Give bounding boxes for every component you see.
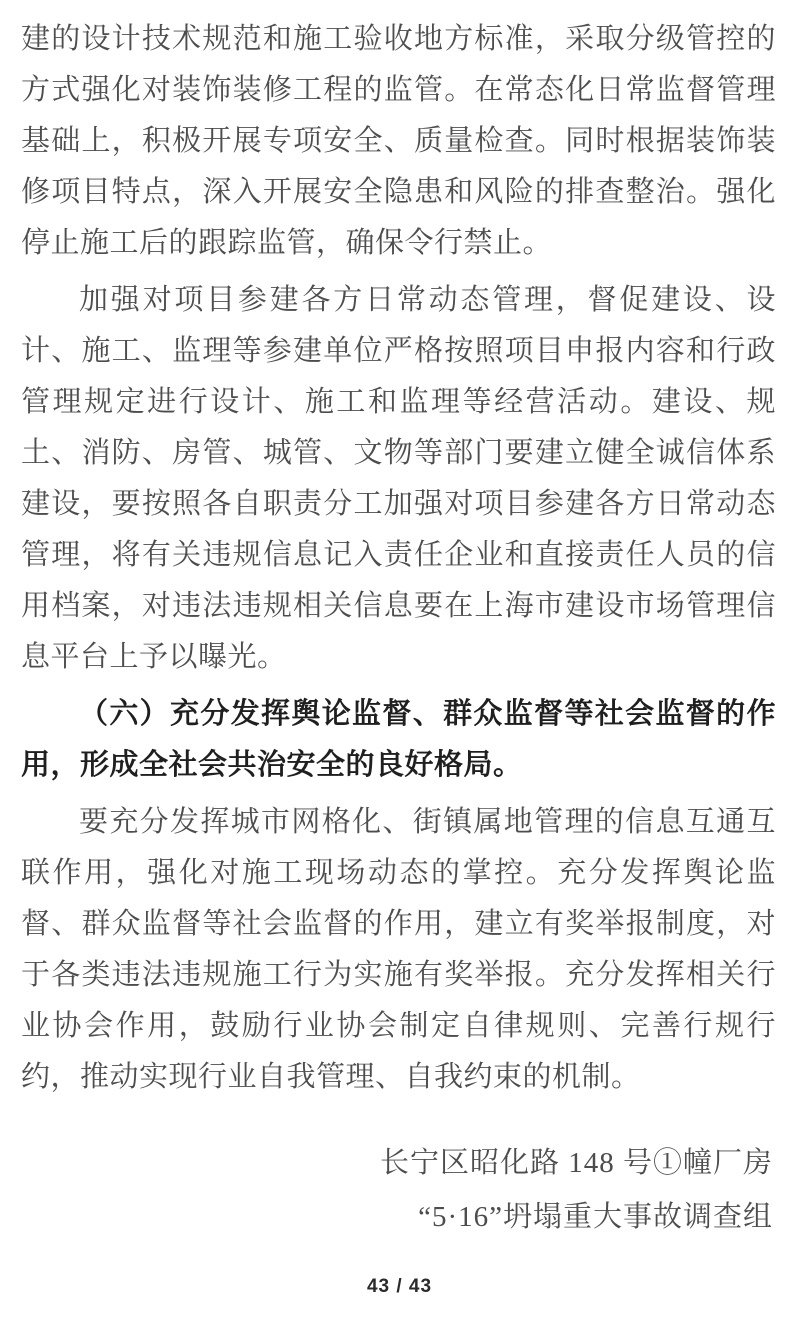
paragraph-dynamic-management: 加强对项目参建各方日常动态管理，督促建设、设计、施工、监理等参建单位严格按照项目申报内容和行政管理规定进行设计、施工和监理等经营活动。建设、规土、消防、房管、城管、文物等部门要建立健全诚信体系建设，要按照各自职责分工加强对项目参建各方日常动态管理，将有关违规信息记入责任企业和直接责任人员的信用档案，对违法违规相关信息要在上海市建设市场管理信息平台上予以曝光。 <box>21 284 776 673</box>
paragraph-social-supervision: 要充分发挥城市网格化、街镇属地管理的信息互通互联作用，强化对施工现场动态的掌控。充分发挥舆论监督、群众监督等社会监督的作用，建立有奖举报制度，对于各类违法违规施工行为实施有奖举报。充分发挥相关行业协会作用，鼓励行业协会制定自律规则、完善行规行约，推动实现行业自我管理、自我约束的机制。 <box>21 806 776 1093</box>
paragraph-continuation: 建的设计技术规范和施工验收地方标准，采取分级管控的方式强化对装饰装修工程的监管。在常态化日常监督管理基础上，积极开展专项安全、质量检查。同时根据装饰装修项目特点，深入开展安全隐患和风险的排查整治。强化停止施工后的跟踪监管，确保令行禁止。 <box>21 23 776 259</box>
signature-line-address: 长宁区昭化路 148 号①幢厂房 <box>379 1147 773 1179</box>
section-heading-six: （六）充分发挥舆论监督、群众监督等社会监督的作用，形成全社会共治安全的良好格局。 <box>21 698 776 781</box>
document-body <box>21 14 776 1109</box>
page-number: 43 / 43 <box>366 1276 433 1297</box>
signature-line-investigation-team: “5·16”坍塌重大事故调查组 <box>418 1201 773 1233</box>
signature-block <box>380 1136 773 1244</box>
